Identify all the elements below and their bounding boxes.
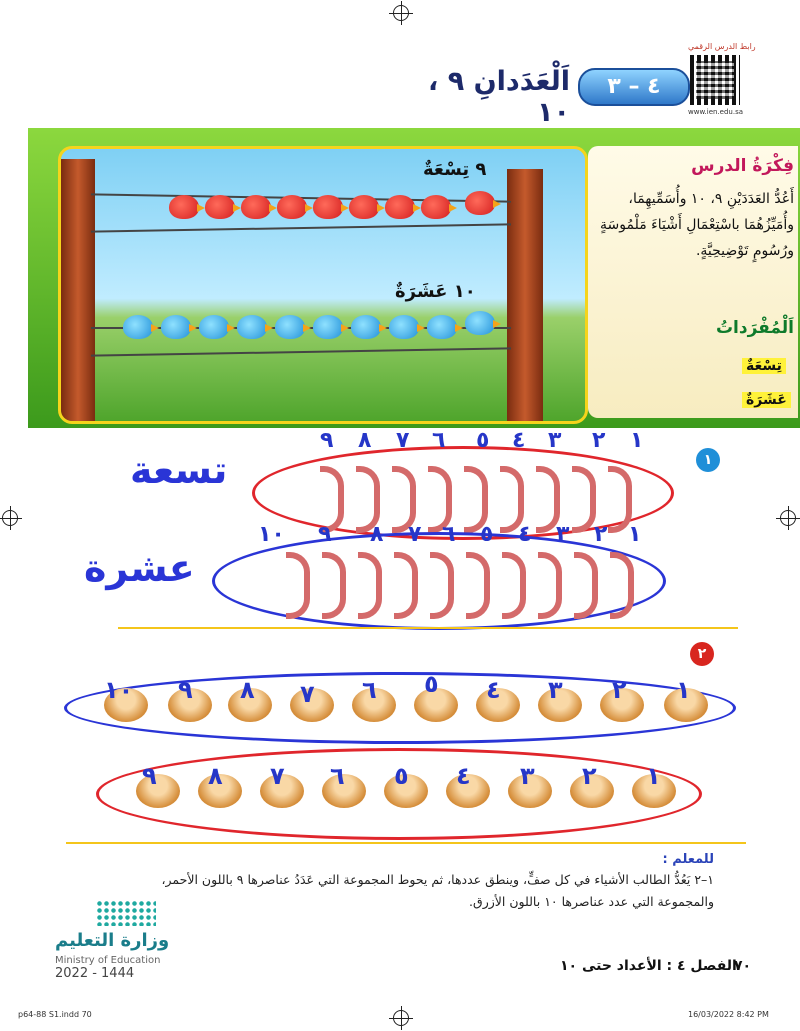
label-nine: ٩ تِسْعَةٌ: [423, 159, 487, 180]
registration-mark-bottom: [393, 1010, 409, 1026]
digit: ٥: [424, 670, 439, 698]
word-ten: عشرة: [84, 546, 195, 590]
digit: ٩: [320, 428, 334, 453]
digit: ٣: [548, 676, 563, 704]
digit: ٨: [208, 762, 223, 790]
digit: ٤: [512, 428, 526, 453]
qr-url: www.ien.edu.sa: [688, 108, 744, 116]
notes-divider: [66, 842, 746, 844]
digit: ٨: [358, 428, 372, 453]
ministry-year: 2022 - 1444: [55, 966, 135, 981]
digit: ٣: [556, 522, 570, 547]
exercise-1-badge: ١: [696, 448, 720, 472]
teacher-note-line1: ١–٢ يَعُدُّ الطالب الأشياء في كل صفٍّ، وينطق عددها، ثم يحوط المجموعة التي عَدَدُ عناصرها ٩ باللون الأحمر،: [161, 872, 714, 887]
digit: ٣: [548, 428, 562, 453]
digit: ١: [628, 522, 642, 547]
digit: ٢: [594, 522, 608, 547]
birds-illustration: [58, 146, 588, 424]
digit: ١: [646, 762, 661, 790]
digit: ٦: [442, 522, 456, 547]
label-ten: ١٠ عَشَرَةٌ: [395, 281, 476, 302]
digit: ٦: [330, 762, 345, 790]
digit: ١٠: [258, 522, 285, 547]
page-number: ٧٠: [734, 958, 752, 974]
digit: ١: [676, 676, 691, 704]
digit: ٤: [486, 676, 501, 704]
vocab-title: اَلْمُفْرَداتُ: [715, 318, 794, 338]
section-divider: [118, 627, 738, 629]
lesson-number-badge: ٤ – ٣: [578, 68, 690, 106]
digit: ٣: [520, 762, 535, 790]
word-nine: تسعة: [130, 448, 228, 492]
digit: ٨: [240, 676, 255, 704]
lesson-idea-text: أَعُدُّ العَدَدَيْنِ ٩، ١٠ وأُسَمِّيهِمَا، وأُمَيِّزُهُمَا باسْتِعْمَالِ أَشْيَاءَ مَلْمُوسَةٍ ورُسُومٍ تَوْضِيحِيَّةٍ.: [600, 191, 794, 259]
digit: ٢: [612, 676, 627, 704]
ministry-name-en: Ministry of Education: [55, 955, 161, 966]
digit: ٢: [582, 762, 597, 790]
ministry-name-ar: وزارة التعليم: [55, 930, 170, 951]
digit: ٧: [408, 522, 422, 547]
page-title: اَلْعَدَدانِ ٩ ، ١٠: [428, 66, 570, 128]
qr-code-icon[interactable]: [690, 55, 740, 105]
lesson-idea-title: فِكْرَةُ الدرس: [691, 156, 794, 176]
digit: ٥: [394, 762, 409, 790]
teacher-note-heading: للمعلم :: [662, 852, 714, 867]
qr-caption: رابط الدرس الرقمي: [688, 42, 756, 51]
digit: ٥: [476, 428, 490, 453]
digit: ٧: [300, 680, 315, 708]
digit: ٧: [396, 428, 410, 453]
digit: ١٠: [104, 676, 134, 704]
vocab-nine: تِسْعَةٌ: [742, 358, 786, 374]
teacher-note-line2: والمجموعة التي عدد عناصرها ١٠ باللون الأزرق.: [469, 894, 714, 909]
registration-mark-left: [2, 510, 18, 526]
digit: ٧: [270, 762, 285, 790]
exercise-2-badge: ٢: [690, 642, 714, 666]
digit: ٩: [318, 522, 332, 547]
digit: ٥: [480, 522, 494, 547]
digit: ٩: [178, 676, 193, 704]
slug-left: p64-88 S1.indd 70: [18, 1010, 92, 1019]
digit: ٦: [432, 428, 446, 453]
digit: ١: [630, 428, 644, 453]
digit: ٩: [142, 762, 157, 790]
digit: ٦: [362, 676, 377, 704]
digit: ٢: [592, 428, 606, 453]
registration-mark-right: [780, 510, 796, 526]
registration-mark-top: [393, 5, 409, 21]
vocab-ten: عَشَرَةٌ: [742, 392, 791, 408]
digit: ٤: [518, 522, 532, 547]
slug-right: 16/03/2022 8:42 PM: [688, 1010, 769, 1019]
digit: ٨: [370, 522, 384, 547]
ministry-logo-icon: [96, 900, 156, 926]
chapter-title: الفصل ٤ : الأعداد حتى ١٠: [560, 958, 737, 974]
digit: ٤: [456, 762, 471, 790]
